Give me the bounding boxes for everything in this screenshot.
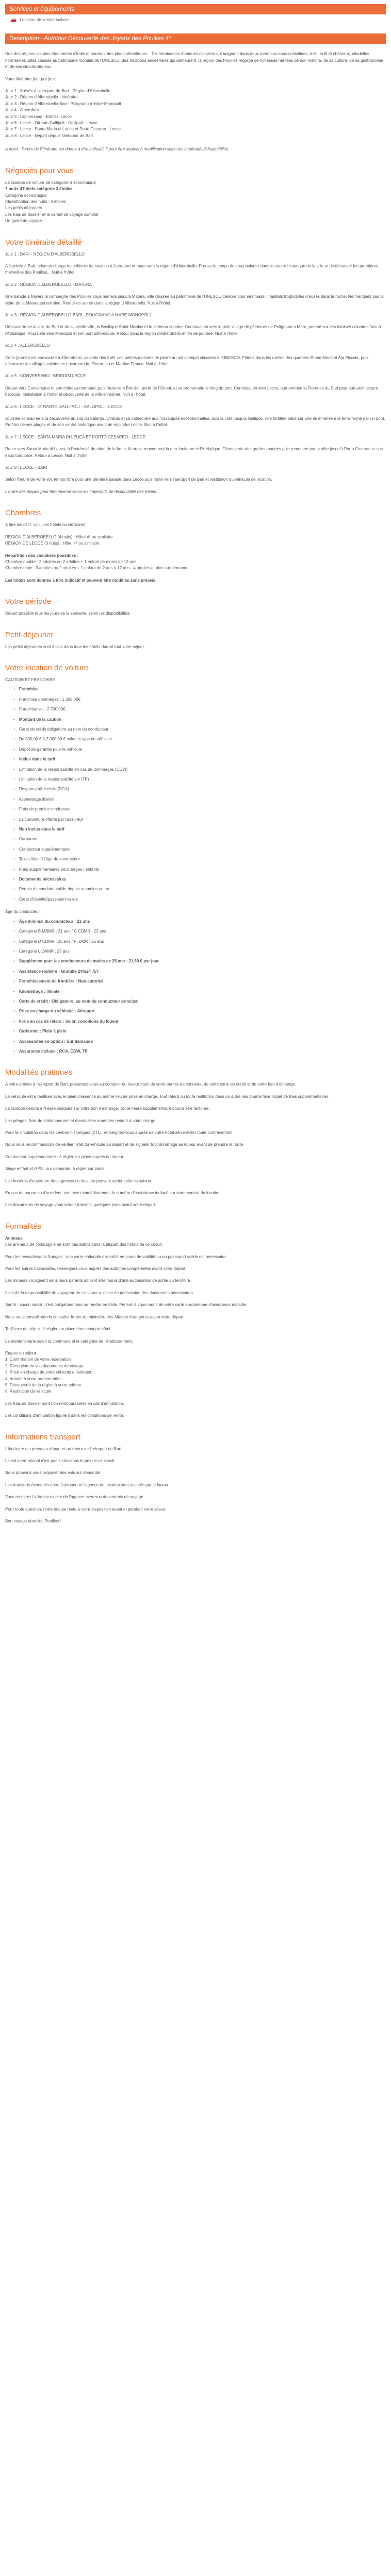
transport-text: Le vol international n'est pas inclus dans le prix de ce circuit. <box>5 1458 116 1463</box>
list-item: • Prise en charge du véhicule : Aéroport <box>13 1008 386 1014</box>
breakfast-title: Petit-déjeuner <box>5 630 54 639</box>
hotels-line: Catégorie économique <box>5 193 47 198</box>
formalities-text: 6. Restitution du véhicule <box>5 1389 52 1394</box>
formalities-text: Il est de la responsabilité du voyageur de s'assurer qu'il est en possession des documents nécessaires. <box>5 1290 194 1295</box>
conditions-text: Nous vous recommandons de vérifier l'état du véhicule au départ et de signaler tout dommage au loueur avant de prendre la route. <box>5 1142 245 1147</box>
age-title: Âge du conducteur <box>5 909 40 914</box>
list-item: • Carte d'identité/passeport valide <box>13 896 386 903</box>
day-heading: Jour 1 : BARI - RÉGION D'ALBEROBELLO <box>5 251 85 257</box>
rental-row <box>10 17 386 23</box>
conditions-title: Modalités pratiques <box>5 1068 73 1077</box>
days-list <box>5 88 386 139</box>
list-item: • Carburant <box>13 836 386 842</box>
formalities-text: Les conditions d'annulation figurent dans les conditions de vente. <box>5 1413 124 1418</box>
day-text: Départ vers Conversano et son château normand, puis route vers Brindisi, porte de l'Orient, et sa promenade le long du port. Continuation vers Lecce, surnommée la Florence du Sud pour son architecture baroque. Installation à l'hôtel et découverte de la ville en soirée. Nuit à l'hôtel. <box>5 385 378 397</box>
day-note: L'ordre des étapes peut être inversé selon les impératifs de disponibilité des hôtels. <box>5 489 157 494</box>
conditions-text: Les horaires d'ouverture des agences de location peuvent varier selon la saison. <box>5 1178 152 1183</box>
list-item: • Franchise <box>13 686 386 692</box>
transport-text: Vous recevrez l'adresse exacte de l'agence avec vos documents de voyage. <box>5 1495 144 1500</box>
rooms-text: Chambre triple : 3 adultes ou 2 adultes + 1 enfant de 2 ans à 12 ans - 4 adultes et plus sur demande <box>5 566 189 571</box>
day-item: Jour 4 : Alberobello <box>5 108 41 113</box>
day-item: Jour 3 : Région d'Alberobello-Bari - Polignano a Mare-Monopoli <box>5 101 121 106</box>
breakfast-text: Les petits déjeuners sont inclus dans tous les hôtels durant tout votre séjour. <box>5 644 145 649</box>
transport-text: Nous pouvons vous proposer des vols sur demande. <box>5 1470 102 1476</box>
formalities-text: Santé : aucun vaccin n'est obligatoire pour se rendre en Italie. Pensez à vous munir de votre carte européenne d'assurance maladie. <box>5 1302 248 1308</box>
conditions-text: Les péages, frais de stationnement et éventuelles amendes restent à votre charge. <box>5 1118 157 1123</box>
conditions-text: Les documents de voyage vous seront transmis quelques jours avant votre départ. <box>5 1202 156 1208</box>
day-heading: Jour 2 : RÉGION D'ALBEROBELLO - MATERA <box>5 282 92 287</box>
day-text: A l'arrivée à Bari, prise en charge du véhicule de location à l'aéroport et route vers la région d'Alberobello. Prenez le temps de vous balader dans le centre historique de la ville et de découvrir les premières merveilles des Pouilles... Nuit à l'hôtel. <box>5 263 378 275</box>
list-item: • Non inclus dans le tarif <box>13 826 386 833</box>
day-text: Journée consacrée à la découverte du sud du Salento. Otranto et sa cathédrale aux mosaïques exceptionnelles, puis la côte jusqu'à Gallipoli, ville fortifiée bâtie sur une île et reliée à la terre ferme par un pont. Profitez de ses plages et de son centre historique avant de rejoindre Lecce. Nuit à l'hôtel. <box>5 416 385 428</box>
hotels-line: 7 nuits d'hôtels catégorie 3 étoiles <box>5 187 73 192</box>
conditions-text: Siège enfant et GPS : sur demande, à régler sur place. <box>5 1166 106 1172</box>
list-item: • De 800,00 € à 2 000,00 € selon le type de véhicule <box>13 736 386 742</box>
list-item: • Assurance incluse : RCA, CDW, TP <box>13 1048 386 1055</box>
list-item: • Carburant : Plein à plein <box>13 1028 386 1035</box>
formalities-text: Étapes du séjour : <box>5 1350 39 1355</box>
day-text: Route vers Santa Maria di Leuca, à l'extrémité du talon de la botte, là où se rencontrent la mer Ionienne et l'Adriatique. Découverte des grottes marines puis remontée par la côte jusqu'à Porto Cesareo et ses eaux turquoise. Retour à Lecce. Nuit à l'hôtel. <box>5 447 383 458</box>
list-item: • Carte de crédit : Obligatoire, au nom du conducteur principal <box>13 998 386 1005</box>
rental-label: Location de voiture incluse <box>20 18 69 22</box>
day-item: Jour 8 : Lecce - Départ depuis l'aéroport de Bari <box>5 133 93 138</box>
list-item: • Franchissement de frontière : Non autorisé <box>13 978 386 985</box>
list-item: • Kilométrage illimité <box>13 796 386 803</box>
day-text: Une balade à travers la campagne des Pouilles vous mènera jusqu'à Matera, ville classée au patrimoine de l'UNESCO célèbre pour ses 'Sassi', habitats troglodytes creusés dans la roche. Ne manquez pas la visite de la Matera souterraine. Retour en soirée dans la région d'Alberobello. Nuit à l'hôtel. <box>5 294 384 306</box>
day-text: Cette journée est consacrée à Alberobello, capitale des trulli, ces petites maisons de pierre au toit conique classées à l'UNESCO. Flânez dans les ruelles des quartiers Rione Monti et Aia Piccola, puis découvrez les villages voisins de Locorotondo, Cisternino et Martina Franca. Nuit à l'hôtel. <box>5 355 369 366</box>
rooms-title: Chambres <box>5 509 41 518</box>
day-item: Jour 7 : Lecce - Santa Maria di Leuca et Porto Cesareo - Lecce <box>5 127 121 132</box>
hotels-line: Un guide de voyage <box>5 218 42 224</box>
itinerary-title: Votre itinéraire détaillé <box>5 238 82 247</box>
rooms-text: Répartition des chambres possibles : <box>5 553 79 558</box>
conditions-text: A votre arrivée à l'aéroport de Bari, présentez-vous au comptoir du loueur muni de votre permis de conduire, de votre carte de crédit et de votre bon d'échange. <box>5 1082 296 1087</box>
formalities-text: Les mineurs voyageant sans leurs parents doivent être munis d'une autorisation de sortie du territoire. <box>5 1278 191 1283</box>
list-item: • Frais en cas de retard : Selon conditions du loueur <box>13 1019 386 1025</box>
hotels-line: Les petits déjeuners <box>5 206 42 211</box>
list-item: • Conducteur supplémentaire <box>13 846 386 853</box>
age-list <box>13 919 386 1055</box>
hotels-line: Classification des nuits : 4 étoiles <box>5 199 66 204</box>
formalities-text: Le montant varie selon la commune et la catégorie de l'établissement. <box>5 1338 133 1344</box>
list-item: • Catégorie D CDMR : 25 ans / F IDMR : 25 ans <box>13 939 386 945</box>
rooms-text: Les hôtels sont donnés à titre indicatif et peuvent être modifiés sans préavis. <box>5 578 157 583</box>
period-title: Votre période <box>5 597 52 606</box>
day-heading: Jour 4 : ALBEROBELLO <box>5 343 50 348</box>
day-heading: Jour 5 : CONVERSANO - BRINDISI LECCE <box>5 374 86 379</box>
day-heading: Jour 3 : RÉGION D'ALBEROBELLO-BARI - POLIGNANO A MARE-MONOPOLI <box>5 312 151 317</box>
list-item: • Inclus dans le tarif <box>13 756 386 762</box>
transport-text: Les transferts éventuels entre l'aéroport et l'agence de location sont assurés par le loueur. <box>5 1482 170 1487</box>
period-text: Départ possible tous les jours de la semaine, selon les disponibilités. <box>5 611 131 616</box>
list-item: • Catégorie B MBMR : 21 ans / C CDMR : 23 ans <box>13 928 386 935</box>
car-title: Votre location de voiture <box>5 663 88 672</box>
conditions-text: En cas de panne ou d'accident, contactez immédiatement le numéro d'assistance indiqué sur votre contrat de location. <box>5 1191 222 1196</box>
rooms-text: Chambre double : 2 adultes ou 2 adultes + 1 enfant de moins de 12 ans <box>5 559 137 564</box>
hotels-line: La location de voiture de catégorie B économique <box>5 180 96 185</box>
list-item: • Documents nécessaires <box>13 876 386 883</box>
list-item: • Supplément pour les conducteurs de moins de 25 ans : 21,60 € par jour <box>13 958 386 964</box>
formalities-sub: Animaux <box>5 1235 23 1241</box>
hotels-line: Les frais de dossier et le carnet de voyage complet <box>5 212 99 217</box>
list-item: • Taxes liées à l'âge du conducteur <box>13 856 386 862</box>
formalities-text: 5. Découverte de la région à votre rythme <box>5 1382 82 1387</box>
list-item: • Kilométrage : Illimité <box>13 989 386 995</box>
list-item: • Franchise vol : 2 700,00€ <box>13 706 386 713</box>
conditions-text: Pour la circulation dans les centres historiques (ZTL), renseignez-vous auprès de votre hôtel afin d'éviter toute contravention. <box>5 1130 234 1135</box>
list-item: • Dépôt de garantie pour le véhicule <box>13 747 386 753</box>
description-intro: Une des régions les plus étonnantes d'Italie et pourtant des plus authentiques... D'interminables étendues d'oliviers qui baignent dans deux mers aux eaux cristallines, trulli, trulli et châteaux, citadelles normandes, sites classés au patrimoine mondial de l'UNESCO, des traditions ancestrales qui demeurent, la région des Pouilles regorge de richesses héritées de son histoire, de sa culture, de sa gastronomie et de ses circuits sinueux... <box>5 52 384 70</box>
day-heading: Jour 6 : LECCE - OTRANTO GALLIPOLI - GALLIPOLI - LECCE <box>5 404 122 409</box>
day-text: Découverte de la ville de Bari et de sa vieille ville, la Basilique Saint-Nicolas et le château souabe. Continuation vers le petit village de pêcheurs de Polignano a Mare, perché sur des falaises calcaires face à l'Adriatique. Poursuite vers Monopoli et son port pittoresque. Retour dans la région d'Alberobello en fin de journée. Nuit à l'hôtel. <box>5 325 381 336</box>
car-sub: CAUTION ET FRANCHISE <box>5 677 55 682</box>
hotels-title: Négociés pour vous <box>5 166 74 175</box>
formalities-text: Nous vous conseillons de consulter le site du ministère des Affaires étrangères avant votre départ. <box>5 1314 185 1319</box>
list-item: • Frais supplémentaires pour sièges / enfants <box>13 867 386 873</box>
list-item: • Limitation de la responsabilité en cas de dommages (CDW) <box>13 767 386 773</box>
rooms-text: RÉGION D'ALBEROBELLO (4 nuits) : Hôtel 4* ou similaire <box>5 534 113 539</box>
list-item: • Montant de la caution <box>13 717 386 723</box>
days-intro: Votre itinéraire jour par jour: <box>5 76 56 81</box>
car-list <box>13 686 386 903</box>
conditions-text: La location débute à l'heure indiquée sur votre bon d'échange. Toute heure supplémentaire pourra être facturée. <box>5 1106 210 1111</box>
description-banner: Description - Autotour Découverte des Joyaux des Pouilles 4* <box>5 33 386 44</box>
day-item: Jour 6 : Lecce - Otranto Gallipoli - Gallipoli - Lecce <box>5 121 97 126</box>
formalities-text: Les frais de dossier sont non remboursables en cas d'annulation. <box>5 1401 124 1406</box>
list-item: • Carte de crédit obligatoire au nom du conducteur <box>13 726 386 733</box>
formalities-text: Pour les autres nationalités, renseignez-vous auprès des autorités compétentes avant votre départ. <box>5 1266 187 1272</box>
list-item: • Franchise dommages : 1 500,00€ <box>13 697 386 703</box>
list-item: • La couverture offerte par l'assureur <box>13 817 386 823</box>
list-item: • Catégorie L LWMR : 27 ans <box>13 948 386 955</box>
transport-title: Informations transport <box>5 1432 80 1442</box>
list-item: • Limitation de la responsabilité vol (TP) <box>13 776 386 783</box>
formalities-text: Tarif taxe de séjour : à régler sur place dans chaque hôtel. <box>5 1327 111 1332</box>
day-item: Jour 1 : Arrivée à l'aéroport de Bari - Région d'Alberobello <box>5 89 111 94</box>
rooms-text: RÉGION DE LECCE (3 nuits) : Hôtel 4* ou similaire <box>5 541 100 546</box>
list-item: • Responsabilité civile (RCA) <box>13 786 386 792</box>
day-item: Jour 2 : Région d'Alberobello - Itinéraire <box>5 95 78 100</box>
itinerary-note: A noter : l'ordre de l'itinéraire est donné à titre indicatif, il peut être soumis à modification selon les impératifs d'disponibilité. <box>5 147 230 152</box>
list-item: • Accessoires en option : Sur demande <box>13 1039 386 1045</box>
list-item: • Frais de premier conducteur <box>13 806 386 812</box>
list-item: • Âge minimal du conducteur : 21 ans <box>13 919 386 925</box>
conditions-text: Le véhicule est à restituer avec le plein d'essence au même lieu de prise en charge. Tout retard ou toute restitution dans un autre lieu pourra faire l'objet de frais supplémentaires. <box>5 1094 330 1099</box>
rooms-text: A titre indicatif, voici vos hôtels ou similaires : <box>5 522 88 528</box>
transport-text: Pour toute question, notre équipe reste à votre disposition avant et pendant votre séjour. <box>5 1506 167 1512</box>
day-item: Jour 5 : Conversano - Brindisi Lecce <box>5 114 72 119</box>
formalities-text: Pour les ressortissants français : une carte nationale d'identité en cours de validité ou un passeport valide est nécessaire. <box>5 1254 227 1259</box>
formalities-text: 3. Prise en charge de votre véhicule à l'aéroport <box>5 1370 93 1375</box>
formalities-text: 2. Réception de vos documents de voyage <box>5 1363 84 1368</box>
day-heading: Jour 8 : LECCE - BARI <box>5 465 47 470</box>
day-heading: Jour 7 : LECCE - SANTA MARIA DI LEUCA ET PORTO CESAREO - LECCE <box>5 434 145 439</box>
transport-text: Bon voyage dans les Pouilles ! <box>5 1519 61 1523</box>
list-item: • Assistance routière : Gratuite 24h/24 7j/7 <box>13 969 386 975</box>
formalities-text: Les animaux de compagnie ne sont pas admis dans la plupart des hôtels de ce circuit. <box>5 1242 163 1247</box>
transport-text: L'itinéraire est prévu au départ et au retour de l'aéroport de Bari. <box>5 1446 123 1451</box>
formalities-text: 1. Confirmation de votre réservation <box>5 1357 71 1362</box>
car-icon: 🚗 <box>10 17 17 23</box>
conditions-text: Conducteur supplémentaire : à régler sur place auprès du loueur. <box>5 1154 124 1159</box>
list-item: • Permis de conduire valide depuis au moins un an <box>13 886 386 892</box>
services-banner: Services et équipements <box>5 4 386 14</box>
day-text: Selon l'heure de votre vol, temps libre pour une dernière balade dans Lecce puis route vers l'aéroport de Bari et restitution du véhicule de location. <box>5 477 272 482</box>
formalities-text: 4. Arrivée à votre premier hôtel <box>5 1376 62 1381</box>
formalities-title: Formalités <box>5 1222 42 1231</box>
